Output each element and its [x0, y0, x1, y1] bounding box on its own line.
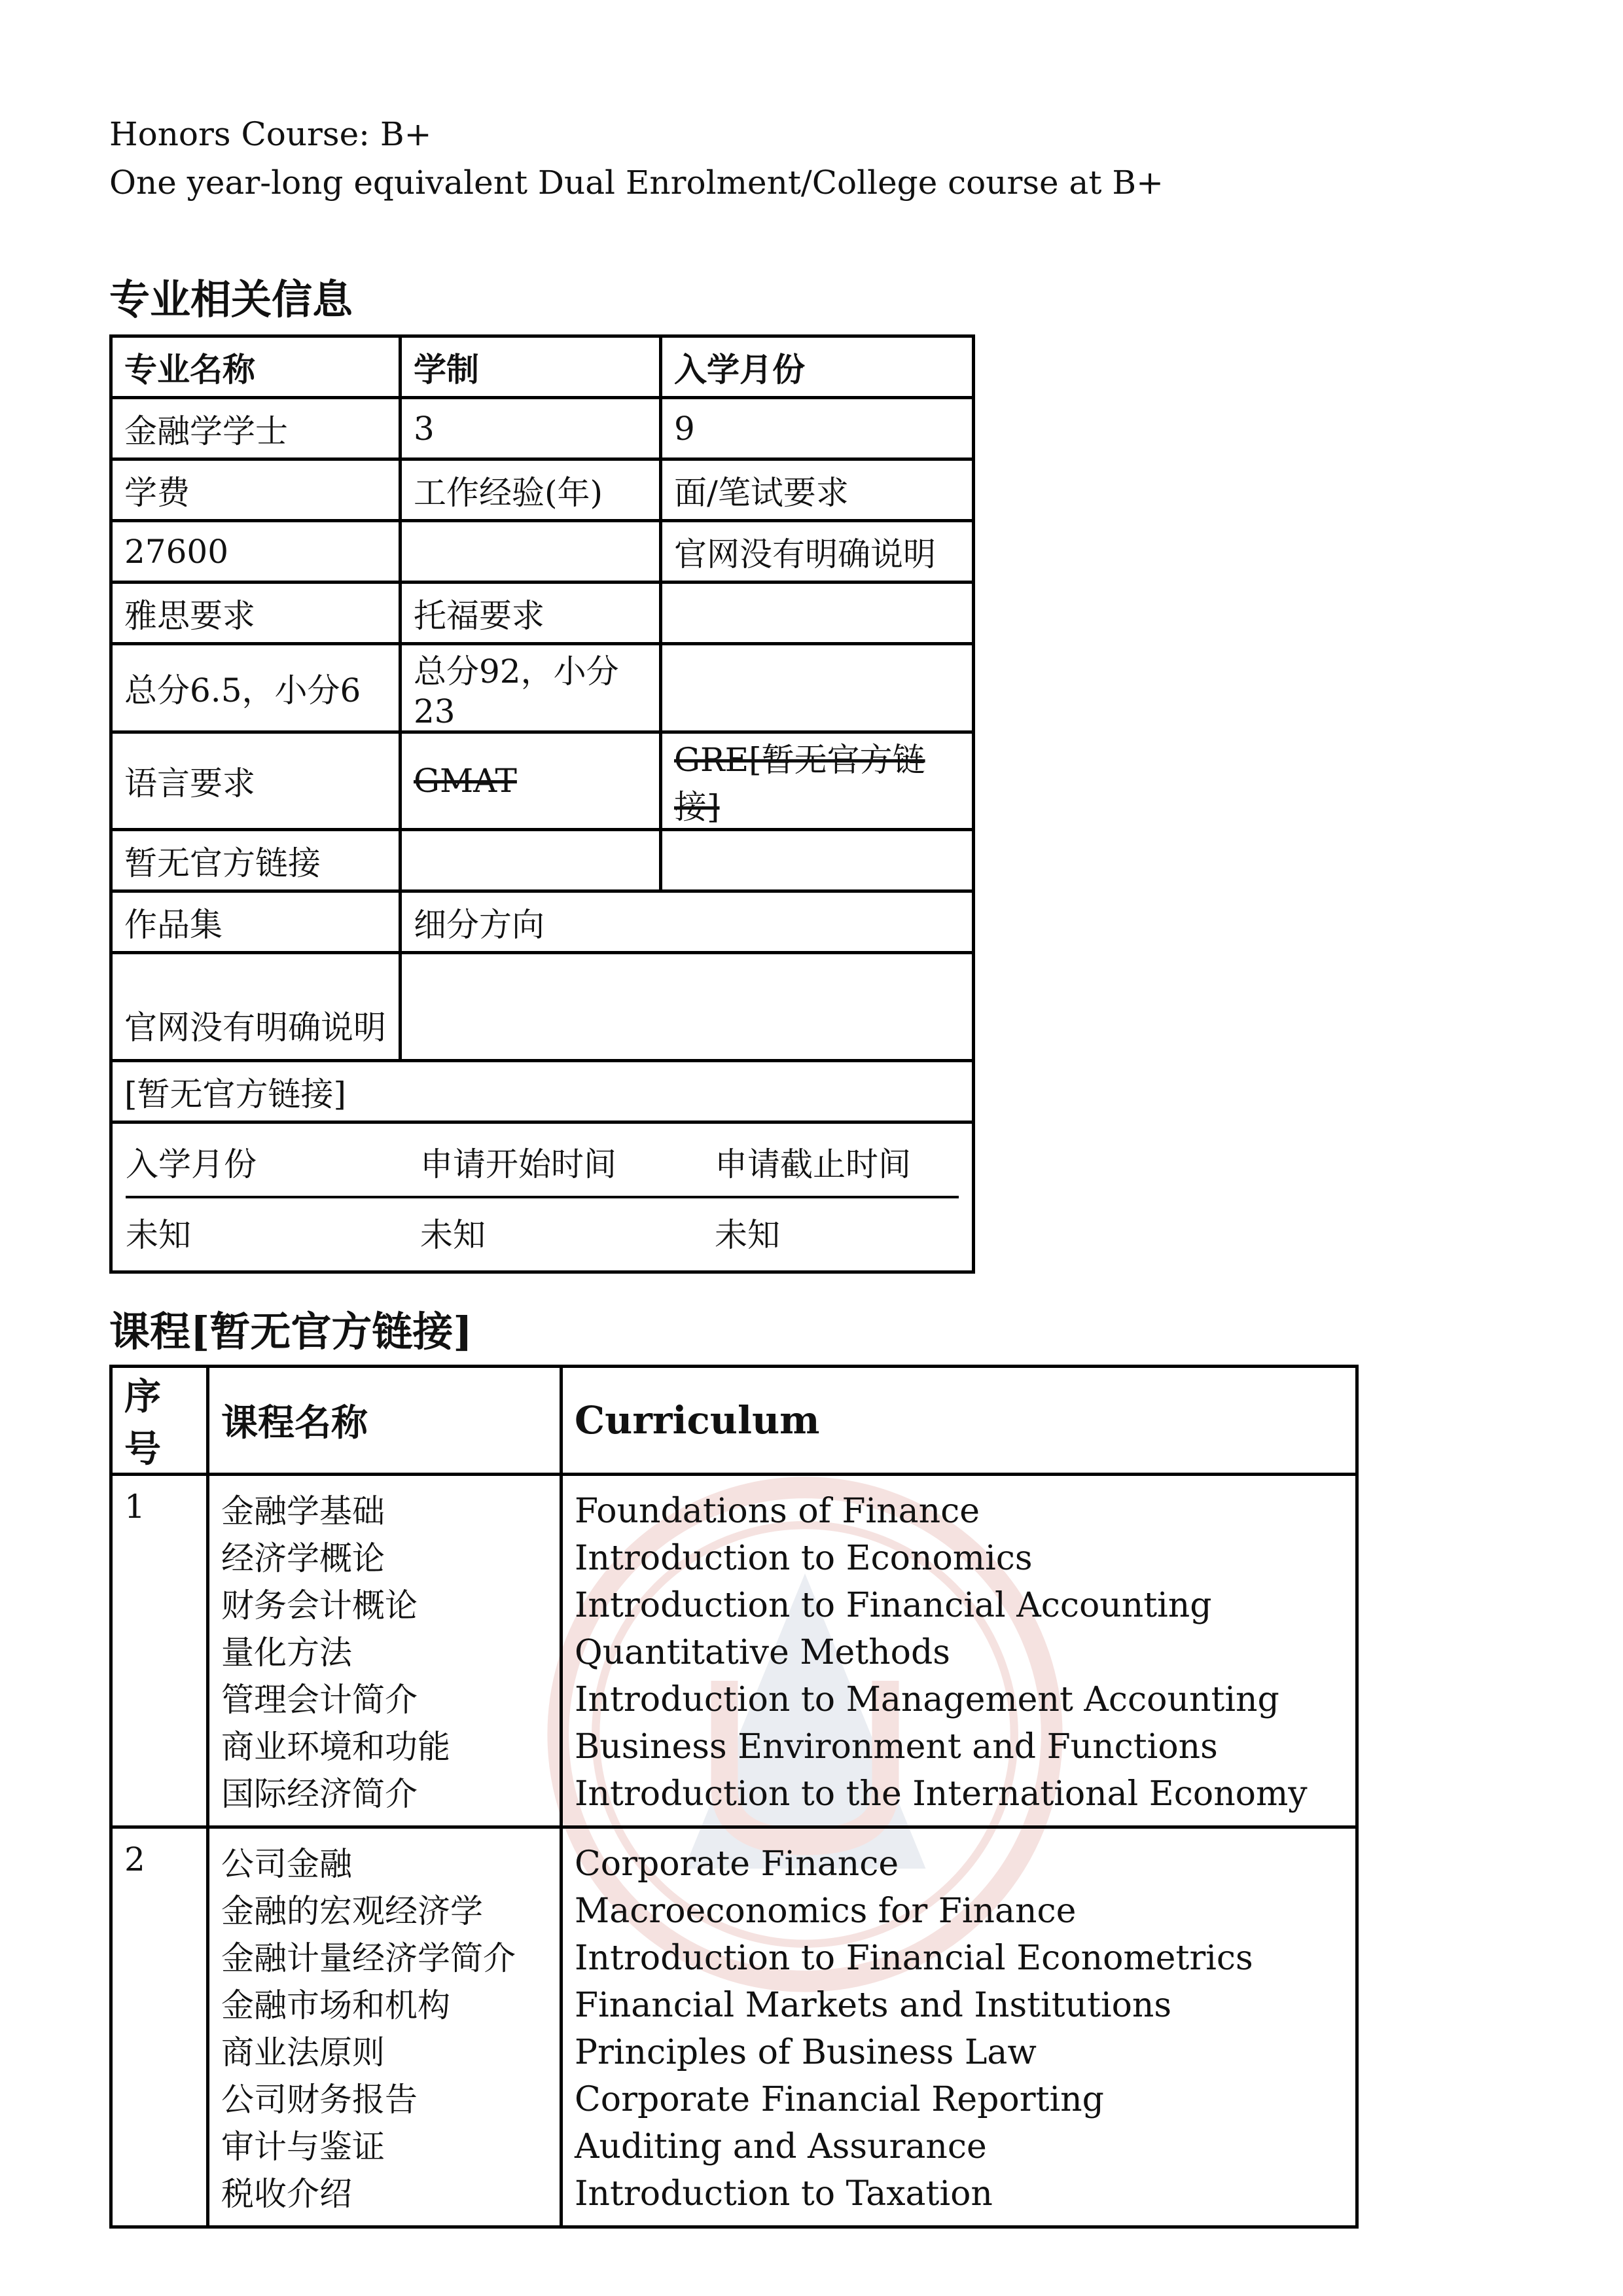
table-row	[111, 953, 974, 1061]
header-program-name: 专业名称	[111, 336, 401, 398]
list-item: 财务会计概论	[221, 1587, 418, 1624]
ielts-label: 雅思要求	[111, 583, 401, 644]
table-row	[111, 459, 974, 521]
table-row	[111, 521, 974, 583]
gre-value	[661, 830, 974, 891]
list-item: 金融市场和机构	[221, 1986, 450, 2024]
table-row	[111, 732, 974, 830]
table-row	[111, 830, 974, 891]
interview-value: 官网没有明确说明	[661, 521, 974, 583]
portfolio-value: 官网没有明确说明	[111, 953, 401, 1061]
list-item: Corporate Financial Reporting	[575, 2080, 1104, 2119]
header-intake-month: 入学月份	[661, 336, 974, 398]
list-item: 金融计量经济学简介	[221, 1939, 516, 1977]
gre-label: GRE[暂无官方链接]	[661, 732, 974, 830]
intro-text	[109, 110, 1164, 207]
honors-line: Honors Course: B+	[109, 115, 432, 153]
interview-label: 面/笔试要求	[661, 459, 974, 521]
info-section-title: 专业相关信息	[109, 276, 353, 323]
ielts-value: 总分6.5，小分6	[111, 644, 401, 732]
table-row	[111, 1367, 1357, 1475]
list-item: 国际经济简介	[221, 1775, 418, 1813]
direction-label: 细分方向	[401, 891, 974, 953]
program-name-value: 金融学学士	[111, 398, 401, 459]
group-number: 1	[111, 1475, 208, 1827]
portfolio-label: 作品集	[111, 891, 401, 953]
course-names-en	[562, 1475, 1357, 1827]
toefl-label: 托福要求	[401, 583, 661, 644]
header-number: 序号	[111, 1367, 208, 1475]
dates-value-intake: 未知	[126, 1216, 191, 1254]
course-section-title: 课程[暂无官方链接]	[109, 1308, 473, 1355]
list-item: Macroeconomics for Finance	[575, 1892, 1077, 1931]
list-item: 商业环境和功能	[221, 1728, 450, 1766]
dates-value-deadline: 未知	[715, 1216, 780, 1254]
list-item: Introduction to Financial Accounting	[575, 1586, 1212, 1625]
work-experience-value	[401, 521, 661, 583]
duration-value: 3	[401, 398, 661, 459]
curriculum-table	[109, 1365, 1359, 2229]
course-names-cn	[208, 1827, 562, 2227]
group-number: 2	[111, 1827, 208, 2227]
dates-value-open: 未知	[420, 1216, 486, 1254]
language-link-note: 暂无官方链接	[111, 830, 401, 891]
list-item: Introduction to Management Accounting	[575, 1680, 1279, 1719]
link-note: [暂无官方链接]	[111, 1061, 974, 1122]
work-experience-label: 工作经验(年)	[401, 459, 661, 521]
dates-header-deadline: 申请截止时间	[715, 1124, 959, 1198]
gmat-label: GMAT	[401, 732, 661, 830]
list-item: Financial Markets and Institutions	[575, 1986, 1172, 2025]
list-item: 审计与鉴证	[221, 2128, 385, 2166]
list-item: 管理会计简介	[221, 1681, 418, 1719]
application-dates	[111, 1122, 974, 1272]
gmat-value	[401, 830, 661, 891]
list-item: 公司财务报告	[221, 2081, 418, 2119]
empty-cell	[661, 644, 974, 732]
table-row	[111, 1122, 974, 1272]
intake-month-value: 9	[661, 398, 974, 459]
header-duration: 学制	[401, 336, 661, 398]
list-item: 金融学基础	[221, 1492, 385, 1530]
dates-header-intake: 入学月份	[126, 1124, 420, 1198]
empty-cell	[661, 583, 974, 644]
direction-value	[401, 953, 974, 1061]
table-row	[111, 1061, 974, 1122]
list-item: Auditing and Assurance	[575, 2127, 987, 2166]
table-row	[111, 398, 974, 459]
tuition-label: 学费	[111, 459, 401, 521]
list-item: 金融的宏观经济学	[221, 1892, 483, 1930]
tuition-value: 27600	[111, 521, 401, 583]
list-item: Introduction to Financial Econometrics	[575, 1939, 1253, 1978]
toefl-value: 总分92，小分23	[401, 644, 661, 732]
header-curriculum: Curriculum	[562, 1367, 1357, 1475]
list-item: Quantitative Methods	[575, 1633, 950, 1672]
table-row	[111, 1475, 1357, 1827]
table-row	[111, 1827, 1357, 2227]
list-item: Introduction to the International Economy	[575, 1774, 1308, 1814]
language-requirement-label: 语言要求	[111, 732, 401, 830]
table-row	[111, 336, 974, 398]
list-item: Principles of Business Law	[575, 2033, 1037, 2072]
list-item: 商业法原则	[221, 2034, 385, 2072]
list-item: Corporate Finance	[575, 1844, 899, 1884]
list-item: Business Environment and Functions	[575, 1727, 1218, 1767]
dual-enrolment-line: One year-long equivalent Dual Enrolment/College course at B+	[109, 164, 1164, 202]
list-item: 经济学概论	[221, 1539, 385, 1577]
list-item: Foundations of Finance	[575, 1492, 980, 1531]
course-names-cn	[208, 1475, 562, 1827]
header-course-name: 课程名称	[208, 1367, 562, 1475]
dates-header-open: 申请开始时间	[420, 1124, 715, 1198]
table-row	[111, 891, 974, 953]
list-item: 税收介绍	[221, 2175, 352, 2213]
list-item: 量化方法	[221, 1634, 352, 1672]
course-names-en	[562, 1827, 1357, 2227]
list-item: 公司金融	[221, 1845, 352, 1883]
list-item: Introduction to Taxation	[575, 2174, 993, 2214]
table-row	[111, 583, 974, 644]
program-info-table	[109, 334, 975, 1274]
table-row	[111, 644, 974, 732]
list-item: Introduction to Economics	[575, 1539, 1033, 1578]
